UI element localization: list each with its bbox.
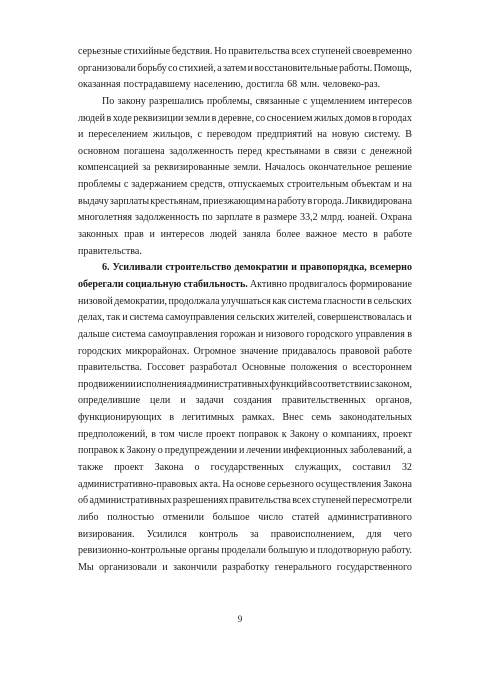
text-line: либо полностью отменили большое число статей административного	[78, 511, 412, 523]
text-line: организовали борьбу со стихией, а затем и восстановительные работы. Помощь,	[78, 62, 412, 74]
text-line: об административных разрешениях правительства всех ступеней пересмотрели	[78, 495, 412, 507]
text-line: серьезные стихийные бедствия. Но правительства всех ступеней своевременно	[78, 46, 412, 57]
text-line: оберегали социальную стабильность. Активно продвигалось формирование	[78, 278, 412, 290]
page-number: 9	[237, 614, 243, 624]
text-line: ревизионно-контрольные органы проделали большую и плодотворную работу.	[78, 545, 412, 557]
text-line: проблемы с задержанием средств, отпускаемых строительным объектам и на	[78, 179, 412, 191]
text-line: делах, так и система самоуправления сельских жителей, совершенствовалась и	[78, 312, 412, 324]
text-line: 6. Усиливали строительство демократии и правопорядка, всемерно	[102, 262, 412, 274]
text-line: правительства.	[78, 245, 142, 257]
text-line: основном погашена задолженность перед крестьянами в связи с денежной	[78, 145, 412, 157]
text-line: функционирующих в легитимных рамках. Внес семь законодательных	[78, 412, 412, 424]
text-line: людей в ходе реквизиции земли в деревне, со сносением жилых домов в городах	[78, 112, 412, 124]
text-line: городских микрорайонах. Огромное значение придавалось правовой работе	[78, 345, 412, 357]
text-line: оказанная пострадавшему населению, достигла 68 млн. человеко-раз.	[78, 79, 381, 91]
text-line: правительства. Госсовет разработал Основные положения о всестороннем	[78, 362, 412, 374]
text-line: компенсацией за реквизированные земли. Началось окончательное решение	[78, 162, 412, 174]
text-line: дальше система самоуправления горожан и низового городского управления в	[78, 328, 412, 340]
text-line: и переселением жильцов, с переводом предприятий на новую систему. В	[78, 129, 412, 141]
text-line: поправок к Закону о предупреждении и лечении инфекционных заболеваний, а	[78, 445, 412, 457]
text-line: продвижении исполнения административных функций в соответствии с законом,	[78, 378, 412, 390]
text-line: также проект Закона о государственных служащих, составил 32	[78, 462, 412, 474]
text-line: По закону разрешались проблемы, связанные с ущемлением интересов	[102, 95, 412, 107]
text-line: Мы организовали и закончили разработку генерального государственного	[78, 561, 412, 573]
text-line: выдачу зарплаты крестьянам, приезжающим на работу в города. Ликвидирована	[78, 195, 412, 207]
text-line: законных прав и интересов людей заняла более важное место в работе	[78, 229, 412, 241]
text-line: низовой демократии, продолжала улучшаться как система гласности в сельских	[78, 295, 412, 307]
text-line: визирования. Усилился контроль за правоисполнением, для чего	[78, 528, 412, 540]
text-line: предположений, в том числе проект поправок к Закону о компаниях, проект	[78, 428, 412, 440]
body-text	[78, 44, 412, 577]
text-line: многолетняя задолженность по зарплате в размере 33,2 млрд. юаней. Охрана	[78, 212, 412, 224]
text-line: административно-правовых акта. На основе серьезного осуществления Закона	[78, 478, 412, 490]
text-line: определившие цели и задачи создания правительственных органов,	[78, 395, 412, 407]
